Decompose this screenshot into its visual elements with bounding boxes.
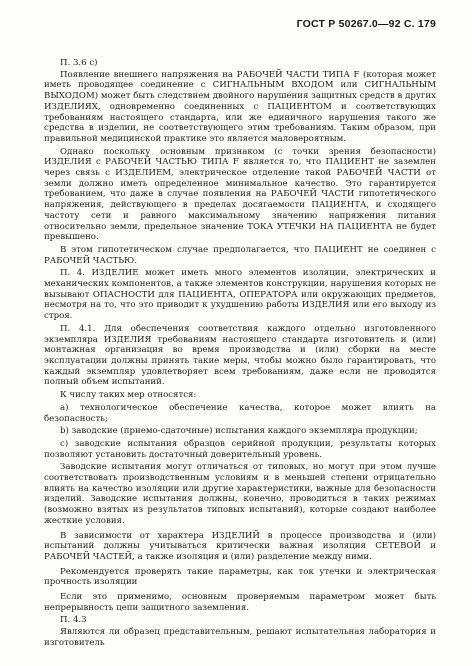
paragraph: Рекомендуется проверять такие параметры, как ток утечки и электрическая прочность изоляции bbox=[44, 566, 436, 588]
paragraph: Появление внешнего напряжения на РАБОЧЕЙ ЧАСТИ ТИПА F (которая может иметь проводящее соединение с СИГНАЛЬНЫМ ВХОДОМ или СИГНАЛЬНЫМ ВЫХОДОМ) может быть следствием двойного нарушения защитных средств в других ИЗДЕЛИЯХ, одновременно соединенных с ПАЦИЕНТОМ и соответствующих требованиям настоящего стандарта, или же единичного нарушения такого же средства в изделии, не соответствующего этим требованиям. Таким образом, при правильной медицинской практике это является маловероятным. bbox=[44, 69, 436, 144]
paragraph: b) заводские (приемо-сдаточные) испытания каждого экземпляра продукции; bbox=[60, 426, 418, 437]
paragraph: Являются ли образец представительным, решают испытательная лаборатория и изготовитель bbox=[44, 627, 436, 648]
page-header: ГОСТ Р 50267.0—92 С. 179 bbox=[296, 18, 436, 30]
paragraph: Заводские испытания могут отличаться от типовых, но могут при этом лучше соответствовать производственным условиям и в меньшей степени отрицательно влиять на качество изоляции или другие характеристики, важные для безопасности изделий. Заводские испытания должны, конечно, проводиться в таких режимах (возможно взятых из результатов типовых испытаний), которые создают наиболее жесткие условия. bbox=[44, 462, 436, 526]
paragraph: В зависимости от характера ИЗДЕЛИЙ в процессе производства и (или) испытаний должны учитываться критически важная изоляция СЕТЕВОЙ и РАБОЧЕЙ ЧАСТЕЙ, а также изоляция и (или) разделение между ними. bbox=[44, 530, 436, 562]
paragraph: П. 4. ИЗДЕЛИЕ может иметь много элементов изоляции, электрических и механических компонентов, а также элементов конструкции, нарушения которых не вызывают ОПАСНОСТИ для ПАЦИЕНТА, ОПЕРАТОРА или окружающих предметов, несмотря на то, что это приводит к ухудшению работы ИЗДЕЛИЯ или его выходу из строя. bbox=[44, 268, 436, 322]
paragraph: Если это применимо, основным проверяемым параметром может быть непрерывность цепи защитного заземления. bbox=[44, 592, 436, 613]
paragraph: П. 4.3 bbox=[60, 615, 87, 626]
document-body bbox=[44, 58, 436, 649]
paragraph: В этом гипотетическом случае предполагается, что ПАЦИЕНТ не соединен с РАБОЧЕЙ ЧАСТЬЮ. bbox=[44, 244, 436, 266]
paragraph: c) заводские испытания образцов серийной продукции, результаты которых позволяют установить достаточный доверительный уровень. bbox=[44, 438, 436, 460]
paragraph: Однако поскольку основным признаком (с точки зрения безопасности) ИЗДЕЛИЯ с РАБОЧЕЙ ЧАСТЬЮ ТИПА F является то, что ПАЦИЕНТ не заземлен через связь с ИЗДЕЛИЕМ, электрическое отделение такой РАБОЧЕЙ ЧАСТИ от земли должно иметь определенное минимальное качество. Это гарантируется требованием, что даже в случае появления на РАБОЧЕЙ ЧАСТИ гипотетического напряжения, действующего в пределах досягаемости ПАЦИЕНТА, и сходящего частоту сети и равного максимальному значению напряжения питания относительно земли, предельное значение ТОКА УТЕЧКИ НА ПАЦИЕНТА не будет превышено. bbox=[44, 146, 436, 243]
paragraph: П. 3.6 с) bbox=[60, 58, 98, 68]
paragraph: К числу таких мер относятся: bbox=[60, 390, 197, 401]
paragraph: П. 4.1. Для обеспечения соответствия каждого отдельно изготовленного экземпляра ИЗДЕЛИЯ требованиям настоящего стандарта изготовитель и (или) монтажная организация во время производства и (или) сборки на месте эксплуатации должны принять такие меры, чтобы можно было гарантировать, что каждый экземпляр удовлетворяет всем требованиям, даже если не проводятся полный объем испытаний. bbox=[44, 323, 436, 388]
paragraph: a) технологическое обеспечение качества, которое может влиять на безопасность; bbox=[44, 402, 436, 424]
